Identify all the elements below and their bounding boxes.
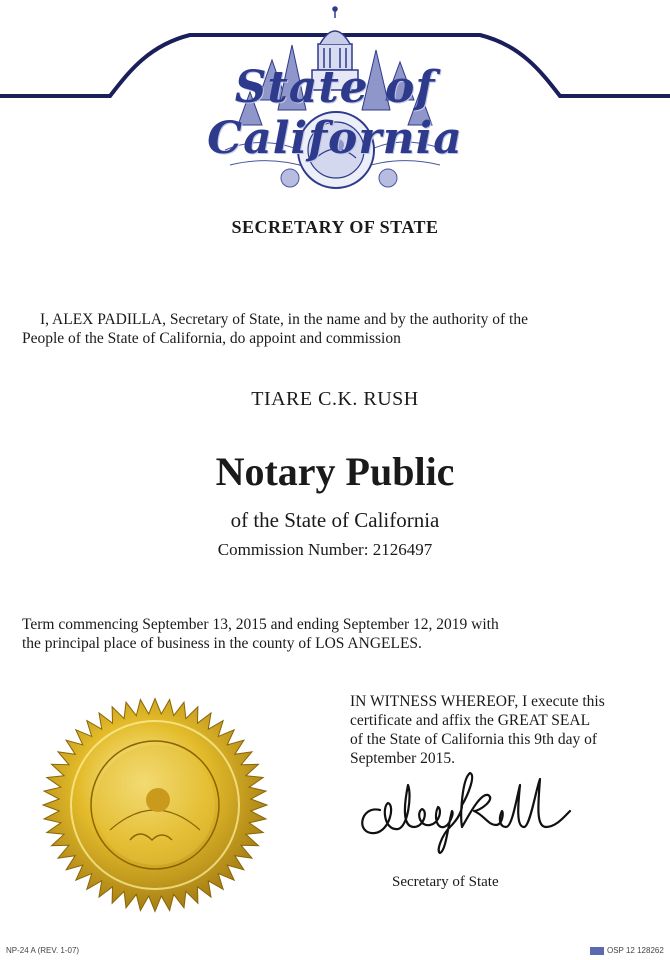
signature-image: [350, 765, 610, 855]
term-line: the principal place of business in the county of LOS ANGELES.: [22, 635, 422, 652]
witness-line: IN WITNESS WHEREOF, I execute this: [350, 693, 605, 710]
witness-line: September 2015.: [350, 750, 456, 767]
commission-number: Commission Number: 2126497: [217, 540, 433, 559]
department-heading: SECRETARY OF STATE: [231, 217, 439, 237]
commission-title: Notary Public: [215, 449, 455, 494]
appointee-name: TIARE C.K. RUSH: [251, 388, 419, 410]
signature-caption: Secretary of State: [392, 874, 499, 890]
print-code-text: OSP 12 128262: [607, 946, 664, 955]
witness-line: of the State of California this 9th day of: [350, 731, 598, 748]
appointment-paragraph: [22, 310, 582, 348]
form-code: NP-24 A (REV. 1-07): [6, 946, 80, 955]
appointment-line: People of the State of California, do appoint and commission: [22, 330, 401, 347]
witness-line: certificate and affix the GREAT SEAL: [350, 712, 591, 729]
term-paragraph: [22, 615, 622, 653]
commission-subtitle: of the State of California: [230, 508, 440, 532]
appointment-line: I, ALEX PADILLA, Secretary of State, in the name and by the authority of the: [40, 311, 528, 328]
term-line: Term commencing September 13, 2015 and ending September 12, 2019 with: [22, 616, 499, 633]
great-seal-gold-icon: [30, 690, 280, 920]
print-code: [590, 946, 664, 955]
state-title: State of California: [207, 62, 463, 164]
printer-logo-icon: [590, 947, 604, 955]
witness-paragraph: [350, 692, 650, 768]
